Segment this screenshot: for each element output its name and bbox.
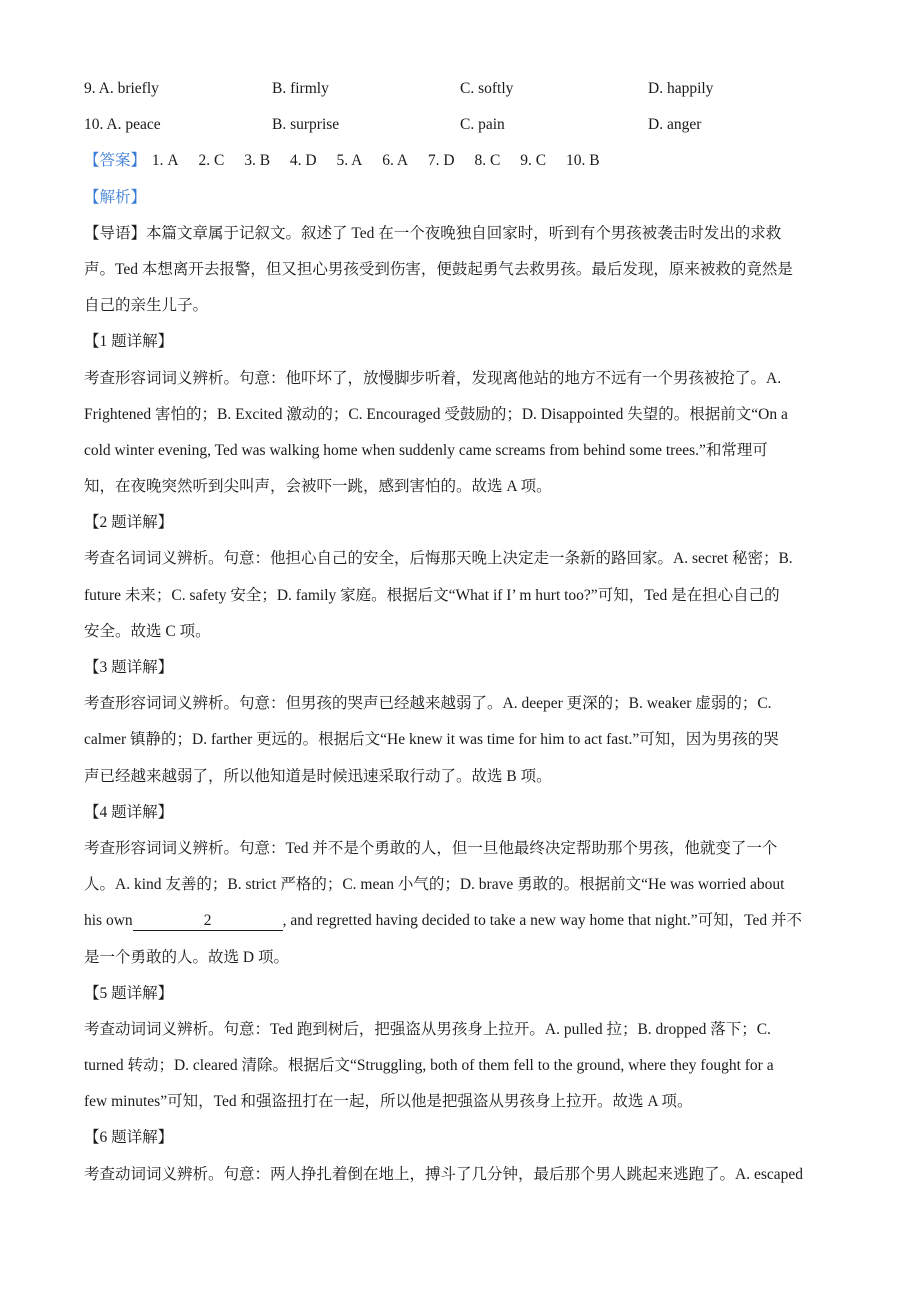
section-heading: 【5 题详解】 <box>84 984 174 1002</box>
answer-item: 3. B <box>244 152 271 170</box>
answer-item: 10. B <box>565 152 600 170</box>
section-line: cold winter evening, Ted was walking home when suddenly came screams from behind some trees.”和常理可 <box>84 441 768 459</box>
option-c: C. softly <box>460 80 514 97</box>
answer-line <box>84 147 844 183</box>
section-line: future 未来；C. safety 安全；D. family 家庭。根据后文“What if I’ m hurt too?”可知，Ted 是在担心自己的 <box>84 586 780 604</box>
section-line: 是一个勇敢的人。故选 D 项。 <box>84 948 289 966</box>
answer-item: 1. A <box>151 152 179 170</box>
option-b: B. surprise <box>272 116 340 134</box>
answer-item: 7. D <box>427 152 455 170</box>
option-c: C. pain <box>460 116 505 134</box>
section-line: 考查形容词词义辨析。句意：Ted 并不是个勇敢的人，但一旦他最终决定帮助那个男孩，他就变了一个 <box>84 839 778 857</box>
section-line: calmer 镇静的；D. farther 更远的。根据后文“He knew it was time for him to act fast.”可知，因为男孩的哭 <box>84 731 779 749</box>
blank-after: , and regretted having decided to take a new way home that night.”可知，Ted 并不 <box>282 912 802 930</box>
blank-line <box>84 907 844 943</box>
section-line: 考查动词词义辨析。句意：两人挣扎着倒在地上，搏斗了几分钟，最后那个男人跳起来逃跑了。A. escaped <box>84 1165 803 1183</box>
section-line: 声已经越来越弱了，所以他知道是时候迅速采取行动了。故选 B 项。 <box>84 767 552 785</box>
blank-number: 2 <box>133 912 283 931</box>
section-line: turned 转动；D. cleared 清除。根据后文“Struggling, both of them fell to the ground, where they fought for a <box>84 1057 774 1075</box>
analysis-label: 【解析】 <box>84 188 147 206</box>
answer-item: 8. C <box>474 152 501 170</box>
section-line: 考查动词词义辨析。句意：Ted 跑到树后，把强盗从男孩身上拉开。A. pulled 拉；B. dropped 落下；C. <box>84 1020 771 1038</box>
option-d: D. happily <box>648 80 714 97</box>
answer-item: 4. D <box>289 152 317 170</box>
question-9 <box>84 75 844 111</box>
option-d: D. anger <box>648 116 702 134</box>
section-heading: 【1 题详解】 <box>84 333 174 351</box>
section-line: Frightened 害怕的；B. Excited 激动的；C. Encouraged 受鼓励的；D. Disappointed 失望的。根据前文“On a <box>84 405 788 423</box>
question-10 <box>84 111 844 147</box>
section-heading: 【2 题详解】 <box>84 514 174 532</box>
section-line: 知，在夜晚突然听到尖叫声，会被吓一跳，感到害怕的。故选 A 项。 <box>84 478 552 496</box>
answer-item: 5. A <box>336 152 363 170</box>
section-heading: 【3 题详解】 <box>84 659 174 676</box>
answer-label: 【答案】 <box>84 152 147 170</box>
section-heading: 【6 题详解】 <box>84 1129 174 1147</box>
section-line: few minutes”可知，Ted 和强盗扭打在一起，所以他是把强盗从男孩身上拉开。故选 A 项。 <box>84 1093 693 1111</box>
section-line: 考查形容词词义辨析。句意：他吓坏了，放慢脚步听着，发现离他站的地方不远有一个男孩被抢了。A. <box>84 369 782 387</box>
section-line: 安全。故选 C 项。 <box>84 622 211 640</box>
answer-item: 2. C <box>198 152 225 170</box>
document-page <box>84 75 844 1197</box>
section-line: 人。A. kind 友善的；B. strict 严格的；C. mean 小气的；D. brave 勇敢的。根据前文“He was worried about <box>84 876 785 894</box>
intro-line: 【导语】本篇文章属于记叙文。叙述了 Ted 在一个夜晚独自回家时，听到有个男孩被袭击时发出的求救 <box>84 224 782 242</box>
option-b: B. firmly <box>272 80 329 97</box>
blank-before: his own <box>84 912 133 930</box>
intro-line: 自己的亲生儿子。 <box>84 297 209 315</box>
intro-line: 声。Ted 本想离开去报警，但又担心男孩受到伤害，便鼓起勇气去救男孩。最后发现，原来被救的竟然是 <box>84 260 793 278</box>
answer-item: 6. A <box>382 152 409 170</box>
option-a: 9. A. briefly <box>84 80 159 97</box>
section-line: 考查形容词词义辨析。句意：但男孩的哭声已经越来越弱了。A. deeper 更深的；B. weaker 虚弱的；C. <box>84 695 772 713</box>
section-line: 考查名词词义辨析。句意：他担心自己的安全，后悔那天晚上决定走一条新的路回家。A. secret 秘密；B. <box>84 550 793 568</box>
answer-item: 9. C <box>520 152 547 170</box>
option-a: 10. A. peace <box>84 116 161 134</box>
section-heading: 【4 题详解】 <box>84 803 174 821</box>
